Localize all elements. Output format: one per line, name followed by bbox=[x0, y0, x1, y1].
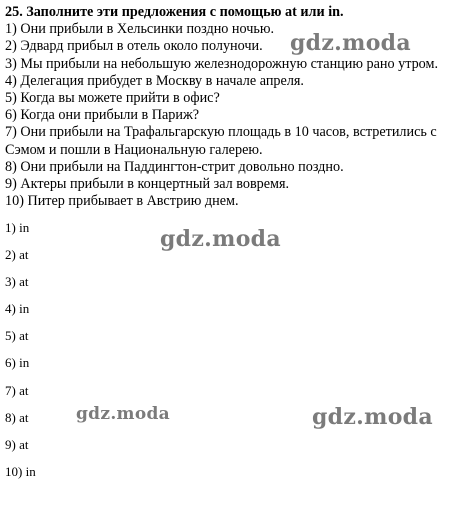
watermark: gdz.moda bbox=[290, 30, 411, 56]
answer-2: 2) at bbox=[5, 247, 29, 262]
watermark: gdz.moda bbox=[76, 404, 170, 424]
answer-4: 4) in bbox=[5, 301, 30, 316]
sentence-10: 10) Питер прибывает в Австрию днем. bbox=[5, 193, 239, 210]
answer-1: 1) in bbox=[5, 220, 30, 235]
sentence-2: 2) Эдвард прибыл в отель около полуночи. bbox=[5, 38, 263, 55]
sentence-9: 9) Актеры прибыли в концертный зал вовремя. bbox=[5, 176, 290, 193]
watermark: gdz.moda bbox=[160, 226, 281, 252]
answer-8: 8) at bbox=[5, 410, 29, 425]
watermark: gdz.moda bbox=[312, 404, 433, 430]
sentence-3: 3) Мы прибыли на небольшую железнодорожную станцию рано утром. bbox=[5, 55, 439, 72]
answer-9: 9) at bbox=[5, 437, 29, 452]
answer-5: 5) at bbox=[5, 328, 29, 343]
sentence-7-continued: Сэмом и пошли в Национальную галерею. bbox=[5, 141, 263, 158]
answer-7: 7) at bbox=[5, 383, 29, 398]
task-title: 25. Заполните эти предложения с помощью at или in. bbox=[5, 4, 344, 20]
sentence-4: 4) Делегация прибудет в Москву в начале апреля. bbox=[5, 72, 304, 89]
answer-10: 10) in bbox=[5, 464, 36, 479]
sentence-7: 7) Они прибыли на Трафальгарскую площадь в 10 часов, встретились с bbox=[5, 124, 437, 141]
sentence-5: 5) Когда вы можете прийти в офис? bbox=[5, 90, 220, 107]
sentence-6: 6) Когда они прибыли в Париж? bbox=[5, 107, 200, 124]
answer-6: 6) in bbox=[5, 355, 30, 370]
sentence-1: 1) Они прибыли в Хельсинки поздно ночью. bbox=[5, 21, 275, 38]
answer-3: 3) at bbox=[5, 274, 29, 289]
sentence-8: 8) Они прибыли на Паддингтон-стрит довольно поздно. bbox=[5, 158, 344, 175]
